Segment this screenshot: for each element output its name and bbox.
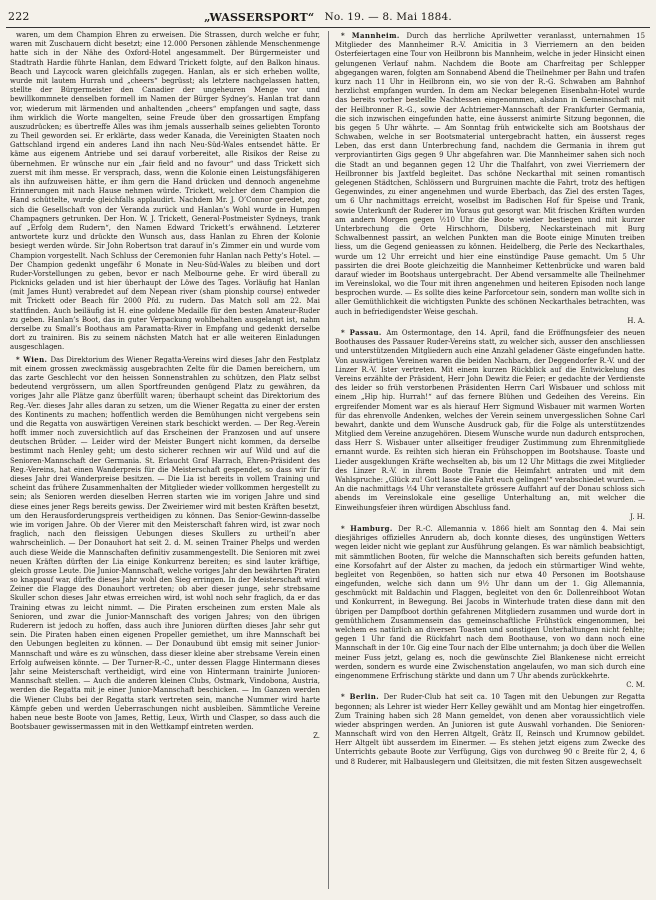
article-signature bbox=[335, 317, 645, 326]
issue-line: No. 19. — 8. Mai 1884. bbox=[324, 11, 452, 23]
article-text: Der Ruder-Club hat seit ca. 10 Tagen mit den Uebungen zur Regatta begonnen; als Lehrer ist wieder Herr Kelley gewählt und am Montag hier eingetroffen. Zum Training haben sich 28 Mann gemeldet, von denen aber voraussichtlich viele wieder abspringen werden. An Junioren ist gute Auswahl vorhanden. Die Senioren-Mannschaft wird von den Herren Altgelt, Grätz II, Reinsch und Krumnow gebildet. Herr Altgelt übt ausserdem im Einermer. — Es stehen jetzt eigens zum Zwecke des Unterrichts gebaute Boote zur Verfügung, Gigs von durchweg 90 c Breite für 2, 4, 6 und 8 Ruderer, mit Halbauslegern und Gleitsitzen, die mit festen Sitzen ausgewechselt bbox=[335, 693, 645, 766]
article-paragraph bbox=[335, 328, 645, 513]
article-dateline: * Hamburg. bbox=[341, 523, 398, 533]
article-paragraph bbox=[335, 31, 645, 317]
article-text: Am Ostermontage, den 14. April, fand die Eröffnungsfeier des neuen Boothauses des Passauer Ruder-Vereins statt, zu welcher sich, ausser den anschliessen und unterstützenden Mitgliedern auch eine Anzahl geladener Gäste eingefunden hatte. Von auswärtigen Vereinen waren die beiden Nachbarn, der Deggendorfer R.-V. und der Linzer R.-V. Ister vertreten. Mit einem kurzen Rückblick auf die Entwickelung des Vereins erzählte der Präsident, Herr John Dewitz die Feier; er gedachte der Verdienste des leider so früh verstorbenen Präsidenten Herrn Carl Wisbauer und schloss mit einem „Hip hip. Hurrah!“ auf das fernere Blühen und Gedeihen des Vereins. Ein ergreifender Moment war es als hierauf Herr Sigmund Wisbauer mit warmen Worten für das ehrenvolle Andenken, welches der Verein seinem unvergesslichen Sohne Carl bewahrt, dankte und dem Wunsche Ausdruck gab, für die Folge als unterstützendes Mitglied dem Vereine anzugehören. Diesem Wunsche wurde nun dadurch entsprochen, dass Herr S. Wisbauer unter allseitiger freudiger Zustimmung zum Ehrenmitgliede ernannt wurde. Es reihten sich hieran ein Frühschoppen im Bootshause. Toaste und Lieder ausgeklungen Kräfte wechselten ab, bis um 12 Uhr Mittags die zwei Mitglieder des Linzer R.-V. in ihrem Boote Tranie die Heimfahrt antraten und mit dem Wahlspruche: „Glück zu! Gott lasse die Fahrt euch gelingen!“ verabschiedet wurden. — An die nachmittags ½4 Uhr veranstaltete grössere Auffahrt auf der Donau schloss sich abends im Vereinslokale eine gesellige Unterhaltung an, mit welcher die Einweihungsfeier ihren würdigen Abschluss fand. bbox=[335, 329, 645, 512]
page-number: 222 bbox=[8, 10, 30, 23]
journal-title: „WASSERSPORT“ bbox=[204, 10, 315, 24]
article-text: Das Direktorium des Wiener Regatta-Vereins wird dieses Jahr den Festplatz mit einem grossen zweckmässig ausgebrachten Zelte für die Damen bereichern, um das zarte Geschlecht vor den heissen Sonnenstrahlen zu schützen, den Platz selbst bedeutend vergrössern, um allen Sportfreunden genügend Platz zu gewähren, da voriges Jahr alle Plätze ganz überfüllt waren; überhaupt scheint das Direktorium des Reg.-Ver. dieses Jahr alles daran zu setzen, um die Wiener Regatta zu einer der ersten des Kontinents zu machen; hoffentlich werden die Bemühungen nicht vergebens sein und die Regatta von auswärtigen Vereinen stark beschickt werden. — Der Reg.-Verein hofft immer noch zuversichtlich auf das Erscheinen der Franzosen und auf unsere deutschen Brüder. — Leider wird der Meister Bungert nicht kommen, da derselbe bestimmt nach Henley geht; um desto sicherer rechnen wir auf Wild und auf die Senioren-Mannschaft der Germania. St. Erlaucht Graf Harrach, Ehren-Präsident des Reg.-Vereins, hat einen Wanderpreis für die Meisterschaft gespendet, so dass wir für dieses Jahr drei Wanderpreise besitzen. — Die Lia ist bereits in vollem Training und scheint das frühere Zusammenhalten der Mitglieder wieder vollkommen hergestellt zu sein; als Senioren werden dieselben Herren starten wie im vorigen Jahre und sind diese eines jener Regs bereits gewiss. Der Zweiriemer wird mit besten Kräften besetzt, um den Herausforderungspreis vertheidigen zu können. Das Senior-Gewinn-dasselbe wie im vorigen Jahre. Ob der Vierer mit den Meisterschaft fahren wird, ist zwar noch fraglich, nach den fleissigen Uebungen dieses Skullers zu urtheil’n aber wahrscheinlich. — Der Donauhort hat seit 2. d. M. seinen Trainer Phelps und werden auch diese Weide die Mannschaften definitiv zusammengestellt. Die Senioren mit zwei neuen Kräften dürften der Lia einige Konkurrenz bereiten; es sind lauter kräftige, gleich grosse Leute. Die Junior-Mannschaft, welche voriges Jahr den bewährten Piraten so knappauf war, dürfte dieses Jahr wohl den Sieg erringen. In der Meisterschaft wird Zeiner die Flagge des Donauhort vertreten; ob aber dieser junge, sehr strebsame Skuller schon dieses Jahr etwas erreichen wird, ist wohl noch sehr fraglich, da er das Training etwas zu leicht nimmt. — Die Piraten erscheinen zum ersten Male als Senioren, und zwar die Junior-Mannschaft des vorigen Jahres; von den übrigen Ruderern ist jedoch zu hoffen, dass auch ihre Junioren dürften dieses Jahr sehr gut sein. Die Piraten haben einen eigenen Propeller gemiethet, um ihre Mannschaft bei den Uebungen begleiten zu können. — Der Donaubund übt emsig mit seiner Junior-Mannschaft und wäre es zu wünschen, dass dieser kleine aber strebsame Verein einen Erfolg aufweisen könnte. — Der Turner-R.-C., unter dessen Flagge Hintermann dieses Jahr seine Meisterschaft vertheidigt, wird eine von Hintermann trainirte Junioren-Mannschaft stellen. — Auch die anderen kleinen Clubs, Ostmark, Vindobona, Austria, werden die Regatta mit je einer Junior-Mannschaft beschicken. — Im Ganzen werden die Wiener Clubs bei der Regatta stark vertreten sein, manche Nummer wird harte Kämpfe geben und werden Ueberraschungen nicht ausbleiben. Sämmtliche Vereine haben neue beste Boote von James, Rettig, Leux, Wirth und Clasper, so dass auch die Bootsbauer gewissermassen mit in den Wettkampf eintreten werden. bbox=[10, 355, 320, 732]
article-signature bbox=[335, 513, 645, 522]
article-text: C. M. bbox=[626, 681, 645, 690]
header-rule bbox=[6, 27, 650, 28]
article-text: J. H. bbox=[630, 512, 645, 521]
article-dateline: * Wien. bbox=[16, 354, 51, 364]
article-text: H. A. bbox=[627, 316, 645, 325]
article-dateline: * Berlin. bbox=[341, 692, 384, 702]
column-divider bbox=[328, 31, 329, 889]
article-paragraph bbox=[10, 355, 320, 733]
article-signature bbox=[10, 732, 320, 741]
article-signature bbox=[335, 681, 645, 690]
article-dateline: * Mannheim. bbox=[341, 31, 407, 40]
article-paragraph bbox=[10, 31, 320, 353]
left-column bbox=[10, 31, 320, 891]
article-paragraph bbox=[335, 692, 645, 767]
article-text: waren, um dem Champion Ehren zu erweisen. Die Strassen, durch welche er fuhr, waren mit Zuschauern dicht besetzt; eine 12.000 Personen zählende Menschenmenge hatte sich in der Nähe des Oxford-Hotel angesammelt. Der Bürgermeister und Stadtrath Hardie führte Hanlan, dem Edward Trickett folgte, auf den Balkon hinaus. Beach und Laycock waren gleichfalls zugegen. Hanlan, als er sich erheben wollte, wurde mit lautem Hurrah und „cheers“ begrüsst; als letztere nachgelassen hatten, stellte der Bürgermeister den Canadier der ungeheuren Menge vor und bewillkommnete denselben formell im Namen der Bürger Sydney’s. Hanlan trat dann vor, wiederum mit lärmenden und anhaltenden „cheers“ empfangen und sagte, dass ihm wirklich die Worte mangelten, seine Freude über den grossartigen Empfang auszudrücken; es übertreffe Alles was ihm jemals ausserhalb seines geliebten Toronto zu Theil geworden sei. Er erklärte, dass weder Kanada, die Vereinigten Staaten noch Gattschland irgend ein anderes Land ihn nach Neu-Süd-Wales entsendet hätte. Er käme aus eigenem Antriebe und sei darauf vorbereitet, alle Risikos der Reise zu übernehmen. Er wünsche nur ein „fair field and no favour“ und dass Trickett sich zuerst mit ihm messe. Er versprach, dass, wenn die Kolonie einen Leistungsfähigeren als ihn aufzuweisen hätte, er ihm gern die Hand drücken und dennoch angenehme Erinnerungen mit nach Hause nehmen würde. Trickett, welcher dem Champion die Hand schüttelte, wurde gleichfalls applaudirt. Nachdem Mr. J. O’Connor geredet, zog sich die Gesellschaft von der Veranda zurück und Hanlan’s Wohl wurde in Humpen Champagners getrunken. Der Hon. W. J. Trickett, General-Postmeister Sydneys, trank auf „Erfolg dem Rudern“, den Namen Edward Trickett’s erwähnend. Letzterer antwortete kurz und drückte den Wunsch aus, dass Hanlan zu Ehren der Kolonie besiegt werden würde. Sir John Robertson trat darauf in’s Zimmer ein und wurde vom Champion vorgestellt. Nach Schluss der Ceremonien fuhr Hanlan nach Petty’s Hotel. — Der Champion gedenkt ungefähr 6 Monate in Neu-Süd-Wales zu bleiben und dort Ruder-Vorstellungen zu geben, bevor er nach Melbourne gehe. Er wird überall zu Picknicks geladen und ist hier überhaupt der Löwe des Tages. Vorläufig hat Hanlan (mit James Hunt) verabredet auf dem Nepean river (sham pionship course) entweder mit Trickett oder Beach für 2000 Pfd. zu rudern. Das Match soll am 22. Mai stattfinden. Auch beiläufig ist H. eine goldene Medaille für den besten Amateur-Ruder zu geben. Hanlan’s Boot, das in guter Verpackung wohlbehalten ausgelangt ist, nahm derselbe zu Small’s Boothaus am Paramatta-River in Empfang und gedenkt derselbe dort zu trainiren. Bis zu seinem nächsten Match hat er alle weiteren Einladungen ausgeschlagen. bbox=[10, 31, 320, 352]
article-text: Der R.-C. Allemannia v. 1866 hielt am Sonntag den 4. Mai sein diesjähriges offizielles Anrudern ab, doch konnte dieses, des ungünstigen Wetters wegen leider nicht wie geplant zur Ausführung gelangen. Es war nämlich beabsichtigt, mit sämmtlichen Booten, für welche die Mannschaften sich bereits gefunden hatten, eine Korsofahrt auf der Alster zu machen, da jedoch ein stürmartiger Wind wehte, begleitet von Regenböen, so hatten sich nur etwa 40 Personen im Bootshause eingefunden, welche sich dann um 9½ Uhr dann um der 1. Gig Allemannia, geschmückt mit Baldachin und Flaggen, begleitet von den 6r. Dollenreihboot Wotan und Konkurrent, in Bewegung. Bei Jacobs in Winterhude traten diese dann mit den übrigen per Dampfboot dorthin gefahrenen Mitgliedern zusammen und wurde dort in gemüthlichem Zusammensein das gemeinschaftliche Frühstück eingenommen, bei welchem es natürlich an diversen Toasten und sonstigen Unterhaltungen nicht fehlte; gegen 1 Uhr fand die Rückfahrt nach dem Boothause, von wo dann noch eine Mannschaft in der 10r. Gig eine Tour nach der Elbe unternahm; ja doch über die Wellen meiner Fuss jetzt, gelang es, noch die gewünschte Ziel Blankenese nicht erreicht werden, sondern es wurde eine Zwischenstation angelaufen, wo man sich durch eine eingenommene Erfrischung stärkte und dann um 7 Uhr abends zurückkehrte. bbox=[335, 524, 645, 680]
article-text: Durch das herrliche Aprilwetter veranlasst, unternahmen 15 Mitglieder des Mannheimer R.-V. Amicitia in 3 Vierriemern an den beiden Osterfeiertagen eine Tour von Heilbronn bis Mannheim, welche in jeder Hinsicht einen gelungenen Verlauf nahm. Nachdem die Boote am Charfreitag per Schlepper abgegangen waren, folgten am Sonnabend Abend die Theilnehmer per Bahn und trafen kurz nach 11 Uhr in Heilbronn ein, wo sie von der R.-G. Schwaben am Bahnhof herzlichst empfangen wurden. In dem am Neckar belegenen Eisenbahn-Hotel wurde das bereits vorher bestellte Nachtessen eingenommen, alsdann in Gemeinschaft mit der Heilbronner R.-G., sowie der Achtriemer-Mannschaft der Frankfurter Germania, die sich inzwischen eingefunden hatte, eine äusserst animirte Sitzung begonnen, die bis gegen 5 Uhr währte. — Am Sonntag früh entwickelte sich am Bootshaus der Schwaben, welche in ser Bootsmaterial untergebracht hatten, ein äusserst reges Leben, das erst dann Unterbrechung fand, nachdem die Germania in ihrem gut verproviantirten Gigs gegen 9 Uhr abgefahren war. Die Mannheimer sahen sich noch die Stadt an und begannen gegen 12 Uhr die Thalfahrt, von zwei Vierriemern der Heilbronner bis Jaxtfeld begleitet. Das schöne Neckarthal mit seinen romantisch gelegenen Städtchen, Schlössern und Burgruinen machte die Fahrt, trotz des heftigen Gegenwindes, zu einer angenehmen und wurde Eberbach, das Ziel des ersten Tages, um 6 Uhr nachmittags erreicht, woselbst im Badischen Hof für Speise und Trank, sowie Unterkunft der Ruderer im Voraus gut gesorgt war. Mit frischen Kräften wurden am andern Morgen gegen ½10 Uhr die Boote wieder bestiegen und mit kurzer Unterbrechung die Orte Hirschhorn, Dilsberg, Neckarsteinach mit Burg Schwalbennest passirt, an welchen Punkten man die Boote einige Minuten treiben liess, um die Gegend genieassen zu können. Heidelberg, die Perle des Neckarthales, wurde um 12 Uhr erreicht und hier eine einstündige Pause gemacht. Um 5 Uhr passirten die drei Boote gleichzeitig die Mannheimer Kettenbrücke und waren bald darauf wieder im Bootshaus untergebracht. Der Abend versammelte alle Theilnehmer im Vereinslokal, wo die Tour mit ihren angenehmen und heiteren Episoden noch lange besprochen wurde. — Es sollte dies keine Parforcetour sein, sondern man wollte sich in aller Gemüthlichkeit die wichtigsten Punkte des schönen Neckarthales betrachten, was auch in befriedigendster Weise geschah. bbox=[335, 32, 645, 316]
right-column bbox=[335, 31, 645, 891]
article-dateline: * Passau. bbox=[341, 328, 387, 337]
page-header bbox=[8, 10, 648, 24]
article-text: Z. bbox=[313, 732, 320, 741]
article-paragraph bbox=[335, 524, 645, 681]
